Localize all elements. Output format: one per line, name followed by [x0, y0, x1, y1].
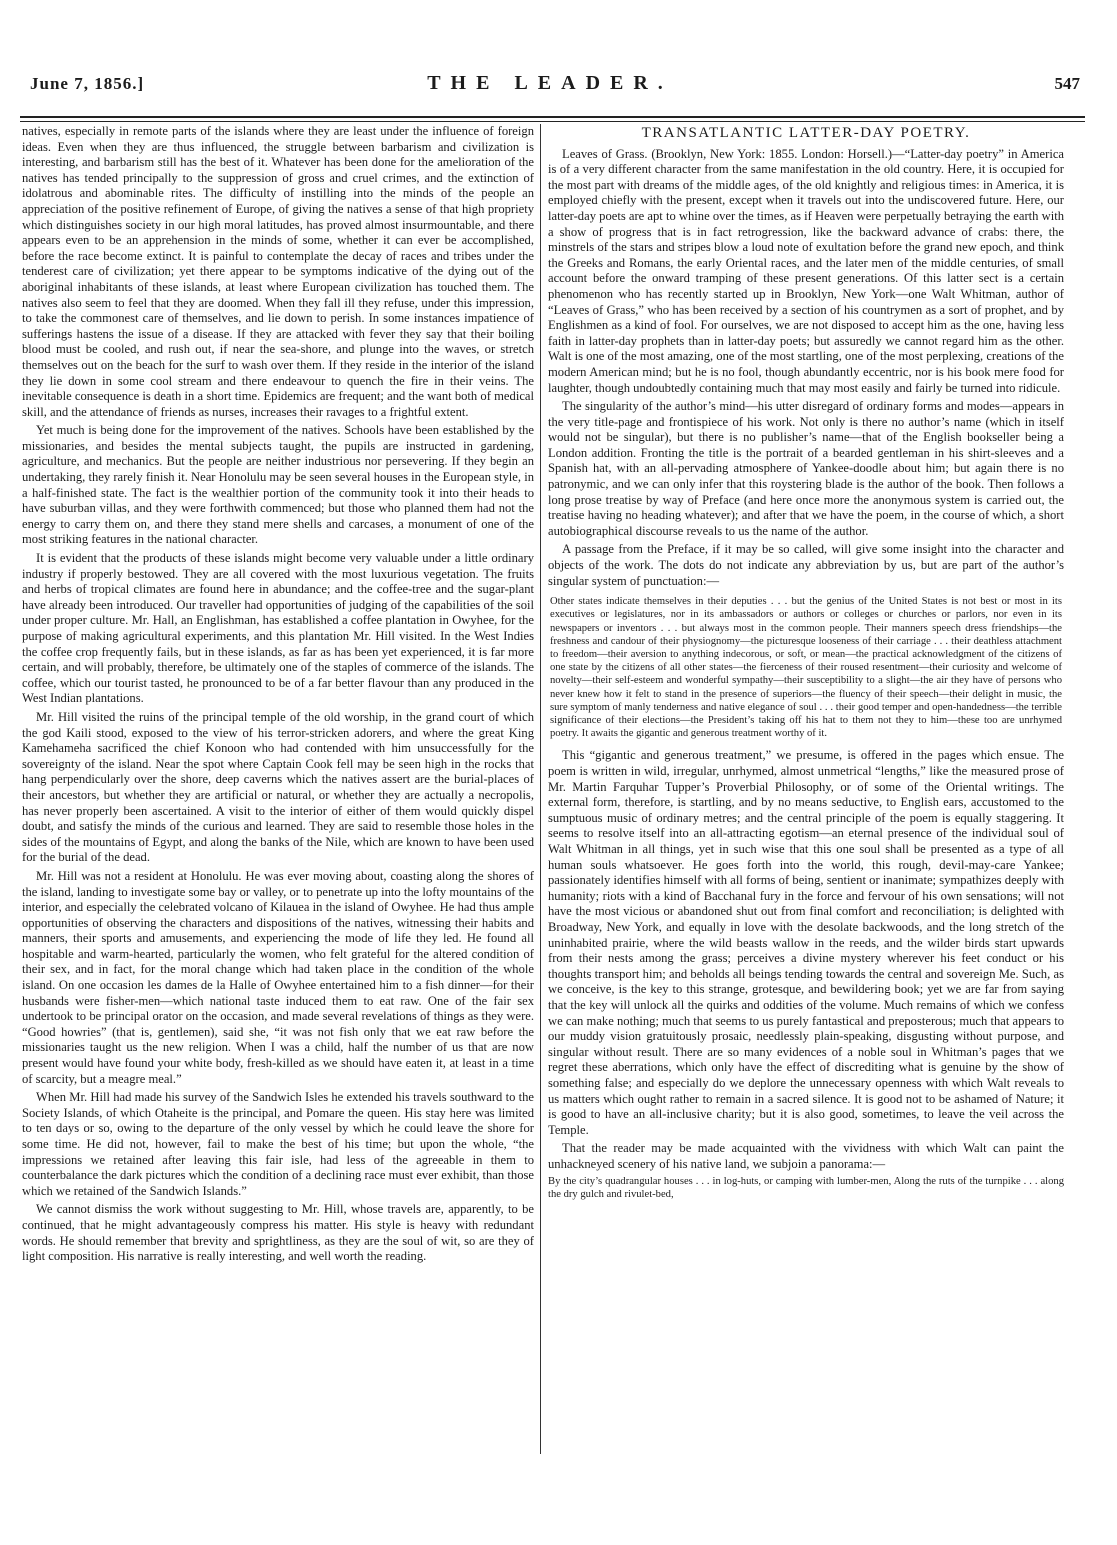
header-rule-thin: [20, 121, 1085, 122]
article-title: TRANSATLANTIC LATTER-DAY POETRY.: [641, 125, 971, 141]
paragraph: This “gigantic and generous treatment,” we presume, is offered in the pages which ensue. The poem is written in wild, irregular, unrhymed, almost unmetrical “lengths,” like the measured prose of Mr. Martin Farquhar Tupper’s Proverbial Philosophy, or of some of the Oriental writings. The external form, therefore, is startling, and by no means seductive, to English ears, accustomed to the sumptuous music of ordinary metres; and the central principle of the poem is equally staggering. It seems to resolve itself into an all-attracting egotism—an eternal presence of the individual soul of Walt Whitman in all things, yet in such wise that this one soul shall be presented as a type of all human souls whatsoever. He goes forth into the world, this rough, devil-may-care Yankee; passionately identifies himself with all forms of being, sentient or inanimate; sympathizes deeply with humanity; riots with a kind of Bacchanal fury in the force and fervour of his own sensations; will not have the most vicious or abandoned shut out from final comfort and reconciliation; is delighted with Broadway, New York, and equally in love with the desolate backwoods, and the long stretch of the uninhabited prairie, where the wild beasts wallow in the reeds, and the wilder birds start upwards from their nests among the grass; perceives a divine mystery wherever his feet conduct or his thoughts transport him; and beholds all beings tending towards the central and sovereign Me. Such, as we conceive, is the key to this strange, grotesque, and bewildering book; yet we are far from saying that the key will unlock all the quirks and oddities of the volume. Much remains of which we confess we can make nothing; much that seems to us purely fantastical and preposterous; much that appears to our muddy vision gratuitously prosaic, needlessly plain-speaking, disgusting without purpose, and singular without result. There are so many evidences of a noble soul in Whitman’s pages that we regret these aberrations, which only have the effect of discrediting what is genuine by the show of something false; and especially do we deplore the unnecessary openness with which Walt reveals to us matters which ought rather to remain in a sacred silence. It is good not to be ashamed of Nature; it is good to have an all-inclusive charity; but it is also good, sometimes, to leave the veil across the Temple.: [548, 748, 1064, 1137]
paragraph: When Mr. Hill had made his survey of the Sandwich Isles he extended his travels southward to the Society Islands, of which Otaheite is the principal, and Pomare the queen. His stay here was limited to ten days or so, owing to the departure of the only vessel by which he could leave the shore for some time. He did not, however, fail to make the best of his time; but upon the whole, “the impressions we retained after leaving this fair isle, had less of the agreeable in them to counterbalance the dark pictures which the condition of a declining race must ever exhibit, than those which we retained of the Sandwich Islands.”: [22, 1090, 534, 1198]
right-column: [548, 124, 1064, 1464]
paragraph: The singularity of the author’s mind—his utter disregard of ordinary forms and modes—appears in the very title-page and frontispiece of his work. Not only is there no author’s name (which in itself would not be singular), but there is no publisher’s name—that of the English bookseller being a London addition. Fronting the title is the portrait of a bearded gentleman in his shirt-sleeves and a Spanish hat, with an all-pervading atmosphere of Yankee-doodle about him; but again there is no patronymic, and we can only infer that this roystering blade is the author of the book. Then follows a long prose treatise by way of Preface (and here once more the anonymous system is carried out, the treatise having no heading whatever); and after that we have the poem, in the course of which, a short autobiographical discourse reveals to us the name of the author.: [548, 399, 1064, 538]
page-header: [20, 66, 1080, 96]
paragraph: Yet much is being done for the improvement of the natives. Schools have been established by the missionaries, and besides the mental subjects taught, the pupils are instructed in gardening, agriculture, and mechanics. But the people are neither industrious nor persevering. If they begin an undertaking, they rarely finish it. Near Honolulu may be seen several houses in the European style, in a half-finished state. The fact is the wealthier portion of the community took it into their heads to have suburban villas, and they were forthwith commenced; but those who planned them had not the energy to carry them on, and there they stand mere shells and carcases, a monument of one of the most striking features in the national character.: [22, 423, 534, 547]
issue-date: June 7, 1856.]: [30, 74, 145, 93]
paragraph: Leaves of Grass. (Brooklyn, New York: 1855. London: Horsell.)—“Latter-day poetry” in America is of a very different character from the same manifestation in the old country. Here, it is occupied for the most part with dreams of the middle ages, of the old knightly and religious times: in America, it is employed chiefly with the present, except when it travels out into the undiscovered future. Here, our latter-day poets are apt to whine over the times, as if Heaven were perpetually betraying the earth with a show of progress that is in fact retrogression, like the backward advance of crabs: there, the minstrels of the stars and stripes blow a loud note of exultation before the grand new epoch, and think the Greeks and Romans, the early Oriental races, and the later men of the middle centuries, of small account before the onward tramping of these present generations. Of this latter sect is a certain phenomenon who has recently started up in Brooklyn, New York—one Walt Whitman, author of “Leaves of Grass,” who has been received by a section of his countrymen as a sort of prophet, and by Englishmen as a kind of fool. For ourselves, we are not disposed to accept him as the one, having less faith in latter-day prophets than in latter-day poets; but assuredly we cannot regard him as the other. Walt is one of the most amazing, one of the most startling, one of the most perplexing, creations of the modern American mind; but he is no fool, though abundantly eccentric, nor is his book mere food for laughter, though undoubtedly containing much that may most easily and fairly be turned into ridicule.: [548, 146, 1064, 395]
verse-lines: By the city’s quadrangular houses . . . in log-huts, or camping with lumber-men, Along the ruts of the turnpike . . . along the dry gulch and rivulet-bed,: [548, 1176, 1064, 1201]
masthead-title: THE LEADER.: [427, 72, 673, 94]
paragraph: That the reader may be made acquainted with the vividness with which Walt can paint the unhackneyed scenery of his native land, we subjoin a panorama:—: [548, 1141, 1064, 1171]
paragraph: It is evident that the products of these islands might become very valuable under a little ordinary industry if properly bestowed. They are all covered with the most luxurious vegetation. The fruits and herbs of tropical climates are found here in abundance; and the coffee-tree and the sugar-plant have already been introduced. Our traveller had opportunities of judging of the capabilities of the soil under proper culture. Mr. Hall, an Englishman, has established a coffee plantation in Owyhee, for the purpose of making agricultural experiments, and this plantation Mr. Hill visited. In the West Indies the coffee crop frequently fails, but in these islands, as far as has been yet experienced, it is far more certain, and will probably, therefore, be ultimately one of the staples of commerce of the islands. The coffee, which our tourist tasted, he pronounced to be of a far better flavour than any produced in the West Indian plantations.: [22, 551, 534, 706]
paragraph: Mr. Hill was not a resident at Honolulu. He was ever moving about, coasting along the shores of the island, landing to investigate some bay or valley, or to penetrate up into the lofty mountains of the interior, and especially the celebrated volcano of Kilauea in the island of Owyhee. He had thus ample opportunities of observing the characters and dispositions of the natives, witnessing their habits and manners, their sports and amusements, and experiencing the mode of life they led. He found all hospitable and warm-hearted, particularly the women, who felt grateful for the altered condition of their sex, and in fact, for the moral change which had taken place in the condition of the whole island. On one occasion les dames de la Halle of Owyhee entertained him to a fish dinner—for their husbands were fisher-men—which national taste induced them to eat raw. One of the fair sex undertook to be principal orator on the occasion, and made several revelations of things as they were. “Good howries” (that is, gentlemen), said she, “it was not fish only that we eat raw before the missionaries taught us the new religion. When I was a child, half the number of us that are now present would have found your white body, fresh-killed as we should have eaten it, at least in a time of scarcity, but a meagre meal.”: [22, 868, 534, 1086]
quote-text: Other states indicate themselves in their deputies . . . but the genius of the United States is not best or most in its executives or legislatures, nor in its ambassadors or authors or colleges or churches or parlors, nor even in its newspapers or inventors . . . but always most in the common people. Their manners speech dress friendships—the freshness and candour of their physiognomy—the picturesque looseness of their carriage . . . their deathless attachment to freedom—their aversion to anything indecorous, or soft, or mean—the practical acknowledgment of the citizens of one state by the citizens of all other states—the fierceness of their roused resentment—their curiosity and welcome of novelty—their self-esteem and wonderful sympathy—their susceptibility to a slight—the air they have of persons who never knew how it felt to stand in the presence of superiors—the fluency of their speech—their delight in music, the sure symptom of manly tenderness and native elegance of soul . . . their good temper and open-handedness—the terrible significance of their elections—the President’s taking off his hat to them not they to him—these too are unrhymed poetry. It awaits the gigantic and generous treatment worthy of it.: [550, 596, 1062, 740]
header-rule-thick: [20, 116, 1085, 118]
page-number: 547: [1054, 74, 1080, 93]
paragraph: A passage from the Preface, if it may be so called, will give some insight into the character and objects of the work. The dots do not indicate any abbreviation by us, but are part of the author’s singular system of punctuation:—: [548, 542, 1064, 588]
paragraph: natives, especially in remote parts of the islands where they are least under the influence of foreign ideas. Even when they are thus influenced, the struggle between barbarism and civilization is interesting, and barbarism still has the best of it. Whatever has been done for the amelioration of the natives has tended principally to the suppression of gross and cruel crimes, and the extinction of idolatrous and abominable rites. The difficulty of instilling into the minds of the people an appreciation of the positive refinement of Europe, of giving the natives a sense of that high propriety which distinguishes society in our high moral latitudes, has proved almost insurmountable, and there appears even to be an apprehension in the minds of some, whether it can ever be accomplished, before the race become extinct. It is painful to contemplate the decay of races and tribes under the tenderest care of civilization; yet there appear to be symptoms indicative of the dying out of the aboriginal inhabitants of these islands, at least where European civilization has touched them. The natives also seem to feel that they are doomed. When they fall ill they refuse, under this impression, to take the commonest care of themselves, and lie down to perish. In some instances impatience of sufferings hastens the issue of a disease. If they are attacked with fever they say that their boiling blood must be cooled, and rush out, if near the sea-shore, and plunge into the waves, or stretch themselves out on the beach for the surf to wash over them. If they reside in the interior of the island they lie down in some cool stream and there endeavour to quench the fire in their veins. The inevitable consequence is death in a short time. Epidemics are frequent; and the want both of medical skill, and the attendance of friends as nurses, increases their ravages to a frightful extent.: [22, 124, 534, 419]
block-quote: [550, 595, 1062, 740]
column-divider: [540, 124, 541, 1454]
paragraph: Mr. Hill visited the ruins of the principal temple of the old worship, in the grand court of which the god Kaili stood, exposed to the view of his terror-stricken adorers, and where the great King Kamehameha sacrificed the chief Konoon who had contended with him unsuccessfully for the sovereignty of the island. Near the spot where Captain Cook fell may be seen high in the rocks that hang perpendicularly over the shore, deep caverns which the natives assert are the burial-places of their ancestors, but whether they are artificial or natural, or whether they are actually a necropolis, has never properly been ascertained. A visit to the interior of either of them would quickly dispel doubt, and satisfy the minds of the curious and learned. They are said to resemble those holes in the sides of the mountains of Egypt, and along the banks of the Nile, which are known to have been used for the burial of the dead.: [22, 709, 534, 865]
left-column: [22, 124, 534, 1464]
paragraph: We cannot dismiss the work without suggesting to Mr. Hill, whose travels are, apparently, to be continued, that he might advantageously compress his matter. His style is heavy with redundant words. He should remember that brevity and sprightliness, as they are the soul of wit, so are they of light composition. His narrative is really interesting, and well worth the reading.: [22, 1202, 534, 1264]
